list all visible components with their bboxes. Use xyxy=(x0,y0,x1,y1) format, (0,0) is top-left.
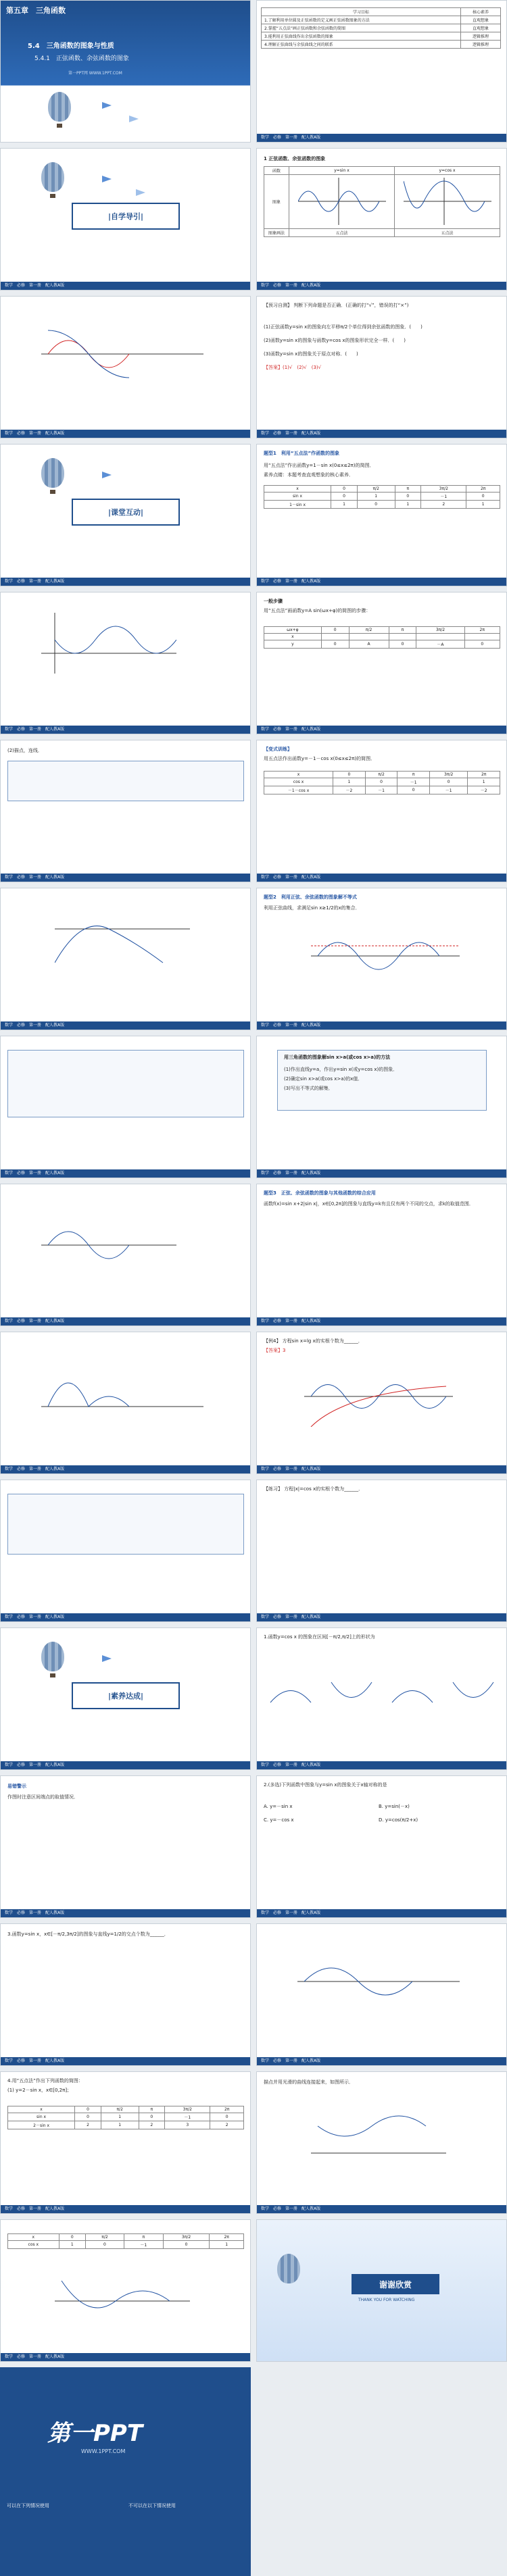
footer-bar: 数学 必修 第一册 配人教A版 xyxy=(257,1169,506,1178)
cell: y=sin x xyxy=(289,167,395,175)
question-text: 3.函数y=sin x，x∈[－π/2,3π/2]的图象与直线y=1/2的交点个数为______． xyxy=(7,1931,169,1937)
slide-goals xyxy=(256,0,507,143)
cell: 图象画法 xyxy=(264,229,289,237)
footer-bar: 数学 必修 第一册 配人教A版 xyxy=(1,578,250,586)
slide-example2 xyxy=(256,888,507,1030)
steps-table: ωx+φ 0 π/2 π 3π/2 2π x y 0 A 0 －A 0 xyxy=(264,626,500,649)
example-answer: 【答案】3 xyxy=(264,1348,286,1353)
cell: 函数 xyxy=(264,167,289,175)
variant-heading: 【变式训练】 xyxy=(264,747,292,752)
slide-q3 xyxy=(0,1923,251,2066)
ad-logo: 第一PPT xyxy=(47,2420,143,2447)
basket-icon xyxy=(57,124,62,128)
slide-section-class xyxy=(0,444,251,586)
preview-line: (3)函数y=sin x的图象关于原点对称．( ) xyxy=(264,351,358,357)
basket-icon xyxy=(50,194,55,198)
note-box xyxy=(7,761,244,801)
q4-table: x 0 π/2 π 3π/2 2π sin x 0 1 0 －1 0 2－sin x 2 1 2 3 2 xyxy=(7,2106,244,2129)
connect-text: (2)描点，连线． xyxy=(7,748,43,753)
footer-bar: 数学 必修 第一册 配人教A版 xyxy=(257,2205,506,2213)
footer-bar: 数学 必修 第一册 配人教A版 xyxy=(1,430,250,438)
variant-text: 用五点法作出函数y=－1－cos x(0≤x≤2π)的简图． xyxy=(264,756,376,761)
value-table: x 0 π/2 π 3π/2 2π sin x 0 1 0 －1 0 1－sin x 1 0 1 2 1 xyxy=(264,485,500,509)
option-d: D. y=cos(π/2+x) xyxy=(379,1817,418,1823)
ad-slide xyxy=(0,2367,251,2576)
plane-icon xyxy=(102,102,112,109)
balloon-icon xyxy=(41,458,64,488)
goal-cell: 2.掌握“五点法”画正弦函数和余弦函数的简图 xyxy=(262,24,461,32)
plane-icon xyxy=(136,189,145,196)
footer-bar: 数学 必修 第一册 配人教A版 xyxy=(1,2353,250,2361)
basket-icon xyxy=(50,490,55,494)
footer-bar: 数学 必修 第一册 配人教A版 xyxy=(257,1317,506,1325)
warning-text: 作图时注意区间端点的取值情况． xyxy=(7,1794,78,1800)
footer-bar: 数学 必修 第一册 配人教A版 xyxy=(257,874,506,882)
footer-bar: 数学 必修 第一册 配人教A版 xyxy=(257,578,506,586)
slide-q3-graph xyxy=(256,1923,507,2066)
cell: 五点法 xyxy=(395,229,500,237)
question-text: 2.(多选)下列函数中图象与y=sin x的图象关于x轴对称的是 xyxy=(264,1782,387,1788)
example-solution: 素养点睛：本题考查直观想象的核心素养． xyxy=(264,472,354,478)
goal-cell: 4.理解正弦曲线与余弦曲线之间的联系 xyxy=(262,41,461,49)
plane-icon xyxy=(129,116,139,122)
points-diagram xyxy=(41,324,203,384)
thanks-sub: THANK YOU FOR WATCHING xyxy=(358,2298,415,2302)
slide-five-points xyxy=(0,296,251,438)
goal-cell: 3.能利用正弦曲线作出余弦函数的图象 xyxy=(262,32,461,41)
question-sub: (1) y=2－sin x，x∈[0,2π]； xyxy=(7,2088,72,2093)
footer-bar: 数学 必修 第一册 配人教A版 xyxy=(257,430,506,438)
slide-summary xyxy=(0,1480,251,1622)
ad-url: WWW.1PPT.COM xyxy=(81,2448,126,2454)
options-graphs xyxy=(267,1675,497,1716)
footer-bar: 数学 必修 第一册 配人教A版 xyxy=(1,1021,250,1030)
section-frame: |素养达成| xyxy=(72,1682,180,1709)
footer-bar: 数学 必修 第一册 配人教A版 xyxy=(1,874,250,882)
cosine-graph xyxy=(404,178,491,225)
sine-graph-cell xyxy=(289,175,395,229)
steps-heading: 一般步骤 xyxy=(264,599,283,604)
section-title: 5.4 三角函数的图象与性质 xyxy=(28,43,114,50)
plane-icon xyxy=(102,176,112,182)
balloon-icon xyxy=(41,162,64,192)
example-heading: 题型1 利用“五点法”作函数的图象 xyxy=(264,451,340,456)
ad-right-title: 不可以在以下情况使用 xyxy=(128,2503,176,2508)
slide-heading: 1 正弦函数、余弦函数的图象 xyxy=(264,156,326,161)
slide-method xyxy=(256,1036,507,1178)
balloon-icon xyxy=(48,92,71,122)
slide-variant xyxy=(256,740,507,882)
footer-bar: 数学 必修 第一册 配人教A版 xyxy=(1,726,250,734)
goal-cell: 逻辑推理 xyxy=(460,41,500,49)
slide-example1 xyxy=(256,444,507,586)
footer-bar: 数学 必修 第一册 配人教A版 xyxy=(1,1613,250,1621)
slide-practice-q xyxy=(256,1480,507,1622)
practice-question: 【练习】 方程|x|=cos x的实根个数为______． xyxy=(264,1486,364,1492)
thanks-text: 谢谢欣赏 xyxy=(379,2279,412,2290)
slide-preview-test xyxy=(256,296,507,438)
footer-bar: 数学 必修 第一册 配人教A版 xyxy=(1,2205,250,2213)
preview-answer: 【答案】(1)√ (2)√ (3)√ xyxy=(264,365,322,370)
example-heading: 题型2 利用正弦、余弦函数的图象解不等式 xyxy=(264,894,357,900)
sine-graph xyxy=(298,178,386,225)
goal-cell: 直观想象 xyxy=(460,24,500,32)
method-heading: 用三角函数的图象解sin x>a(或cos x>a)的方法 xyxy=(284,1055,391,1060)
slide-thanks xyxy=(256,2219,507,2362)
basket-icon xyxy=(50,1673,55,1677)
slide-graphs-table xyxy=(256,148,507,291)
footer-bar: 数学 必修 第一册 配人教A版 xyxy=(1,1909,250,1917)
preview-line: (2)函数y=sin x的图象与函数y=cos x的图象形状完全一样．( ) xyxy=(264,338,406,343)
slide-graph2 xyxy=(0,592,251,734)
graph xyxy=(55,909,190,969)
question-text: 1.函数y=cos x 的图象在区间[－π/2,π/2]上的形状为 xyxy=(264,1634,375,1640)
balloon-icon xyxy=(277,2254,300,2283)
graph-caption: 描点并用光滑的曲线连接起来，如图所示． xyxy=(264,2079,354,2085)
example-text: 函数f(x)=sin x+2|sin x|，x∈[0,2π]的图象与直线y=k有且仅有两个不同的交点，求k的取值范围． xyxy=(264,1201,474,1207)
slide-solution xyxy=(0,1036,251,1178)
question-text: 4.用“五点法”作出下列函数的简图： xyxy=(7,2078,83,2083)
footer-bar: 数学 必修 第一册 配人教A版 xyxy=(1,2057,250,2065)
slide-q4-graph xyxy=(256,2071,507,2214)
footer-bar: 数学 必修 第一册 配人教A版 xyxy=(257,1761,506,1769)
footer-bar: 数学 必修 第一册 配人教A版 xyxy=(1,1317,250,1325)
footer-bar: 数学 必修 第一册 配人教A版 xyxy=(257,134,506,142)
footer-bar: 数学 必修 第一册 配人教A版 xyxy=(1,282,250,290)
example-heading: 【例4】 方程sin x=lg x的实根个数为______． xyxy=(264,1338,363,1344)
balloon-icon xyxy=(41,1642,64,1671)
section-frame: |自学导引| xyxy=(72,203,180,230)
slide-section-practice xyxy=(0,1627,251,1770)
graph-table xyxy=(264,166,500,237)
footer-bar: 数学 必修 第一册 配人教A版 xyxy=(1,1761,250,1769)
slide-graph4 xyxy=(0,1184,251,1326)
example-heading: 题型3 正弦、余弦函数的图象与其他函数的综合应用 xyxy=(264,1190,376,1196)
graph xyxy=(41,613,176,674)
slide-answer1 xyxy=(0,1775,251,1918)
abs-sine-graph xyxy=(41,1353,203,1420)
goal-cell: 逻辑推理 xyxy=(460,32,500,41)
section-frame: |课堂互动| xyxy=(72,499,180,526)
ad-left-title: 可以在下列情况使用 xyxy=(7,2503,49,2508)
cell: 图象 xyxy=(264,175,289,229)
example-text: 利用正弦曲线，求满足sin x≥1/2的x的集合． xyxy=(264,905,360,911)
footer-bar: 数学 必修 第一册 配人教A版 xyxy=(257,2057,506,2065)
goals-table xyxy=(261,7,501,49)
footer-bar: 数学 必修 第一册 配人教A版 xyxy=(257,726,506,734)
method-line: (3)写出不等式的解集． xyxy=(284,1086,333,1091)
slide-q4 xyxy=(0,2071,251,2214)
plane-icon xyxy=(102,1655,112,1662)
variant-table: x 0 π/2 π 3π/2 2π cos x 1 0 －1 0 1 －1－cos x －2 －1 0 －1 －2 xyxy=(264,771,500,794)
goal-cell: 直观想象 xyxy=(460,16,500,24)
preview-heading: 【预习自测】 判断下列命题是否正确．(正确的打“√”，错误的打“×”) xyxy=(264,303,409,308)
slide-example3 xyxy=(256,1184,507,1326)
example-text: 用“五点法”作出函数y=1－sin x(0≤x≤2π)的简图． xyxy=(264,463,375,468)
graph xyxy=(55,2274,190,2328)
goal-cell: 1.了解利用单位圆及正弦函数的定义画正弦函数图象的方法 xyxy=(262,16,461,24)
cosine-graph-cell xyxy=(395,175,500,229)
plane-icon xyxy=(102,472,112,478)
footer-bar: 数学 必修 第一册 配人教A版 xyxy=(257,1909,506,1917)
subsection-title: 5.4.1 正弦函数、余弦函数的图象 xyxy=(34,55,129,62)
footer-bar: 数学 必修 第一册 配人教A版 xyxy=(257,1613,506,1621)
warning-heading: 易错警示 xyxy=(7,1784,26,1789)
slide-cover xyxy=(0,0,251,143)
option-c: C. y=－cos x xyxy=(264,1817,294,1823)
footer-bar: 数学 必修 第一册 配人教A版 xyxy=(257,282,506,290)
method-line: (1)作出直线y=a，作出y=sin x(或y=cos x)的图象． xyxy=(284,1067,398,1072)
slide-connect xyxy=(0,740,251,882)
goals-head: 学习目标 xyxy=(262,8,461,16)
steps-text: 用“五点法”画函数y=A sin(ωx+φ)的简图的步骤： xyxy=(264,608,371,613)
cell: y=cos x xyxy=(395,167,500,175)
chapter-title: 第五章 三角函数 xyxy=(6,6,66,15)
watermark: 第一PPT网 WWW.1PPT.COM xyxy=(68,71,122,76)
footer-bar: 数学 必修 第一册 配人教A版 xyxy=(1,1169,250,1178)
cell: 五点法 xyxy=(289,229,395,237)
slide-q4b xyxy=(0,2219,251,2362)
summary-box xyxy=(7,1494,244,1555)
slide-graph3 xyxy=(0,888,251,1030)
option-a: A. y=－sin x xyxy=(264,1804,293,1809)
lg-sine-graph xyxy=(304,1366,453,1427)
thanks-banner xyxy=(352,2274,439,2294)
q4b-table: x 0 π/2 π 3π/2 2π cos x 1 0 －1 0 1 xyxy=(7,2233,244,2249)
slide-graph5 xyxy=(0,1332,251,1474)
goals-head: 核心素养 xyxy=(460,8,500,16)
method-line: (2)确定sin x>a(或cos x>a)的x值． xyxy=(284,1076,363,1082)
footer-bar: 数学 必修 第一册 配人教A版 xyxy=(1,1465,250,1473)
preview-line: (1)正弦函数y=sin x的图象向左平移π/2个单位得到余弦函数的图象．( ) xyxy=(264,324,422,330)
option-b: B. y=sin(－x) xyxy=(379,1804,410,1809)
graph xyxy=(297,1951,460,2012)
sine-inequality-graph xyxy=(311,929,460,983)
graph xyxy=(41,1211,176,1272)
slide-q1 xyxy=(256,1627,507,1770)
footer-bar: 数学 必修 第一册 配人教A版 xyxy=(257,1465,506,1473)
graph xyxy=(311,2099,446,2167)
slide-example4 xyxy=(256,1332,507,1474)
footer-bar: 数学 必修 第一册 配人教A版 xyxy=(257,1021,506,1030)
solution-box xyxy=(7,1050,244,1117)
slide-q2 xyxy=(256,1775,507,1918)
slide-steps xyxy=(256,592,507,734)
slide-section-preview xyxy=(0,148,251,291)
